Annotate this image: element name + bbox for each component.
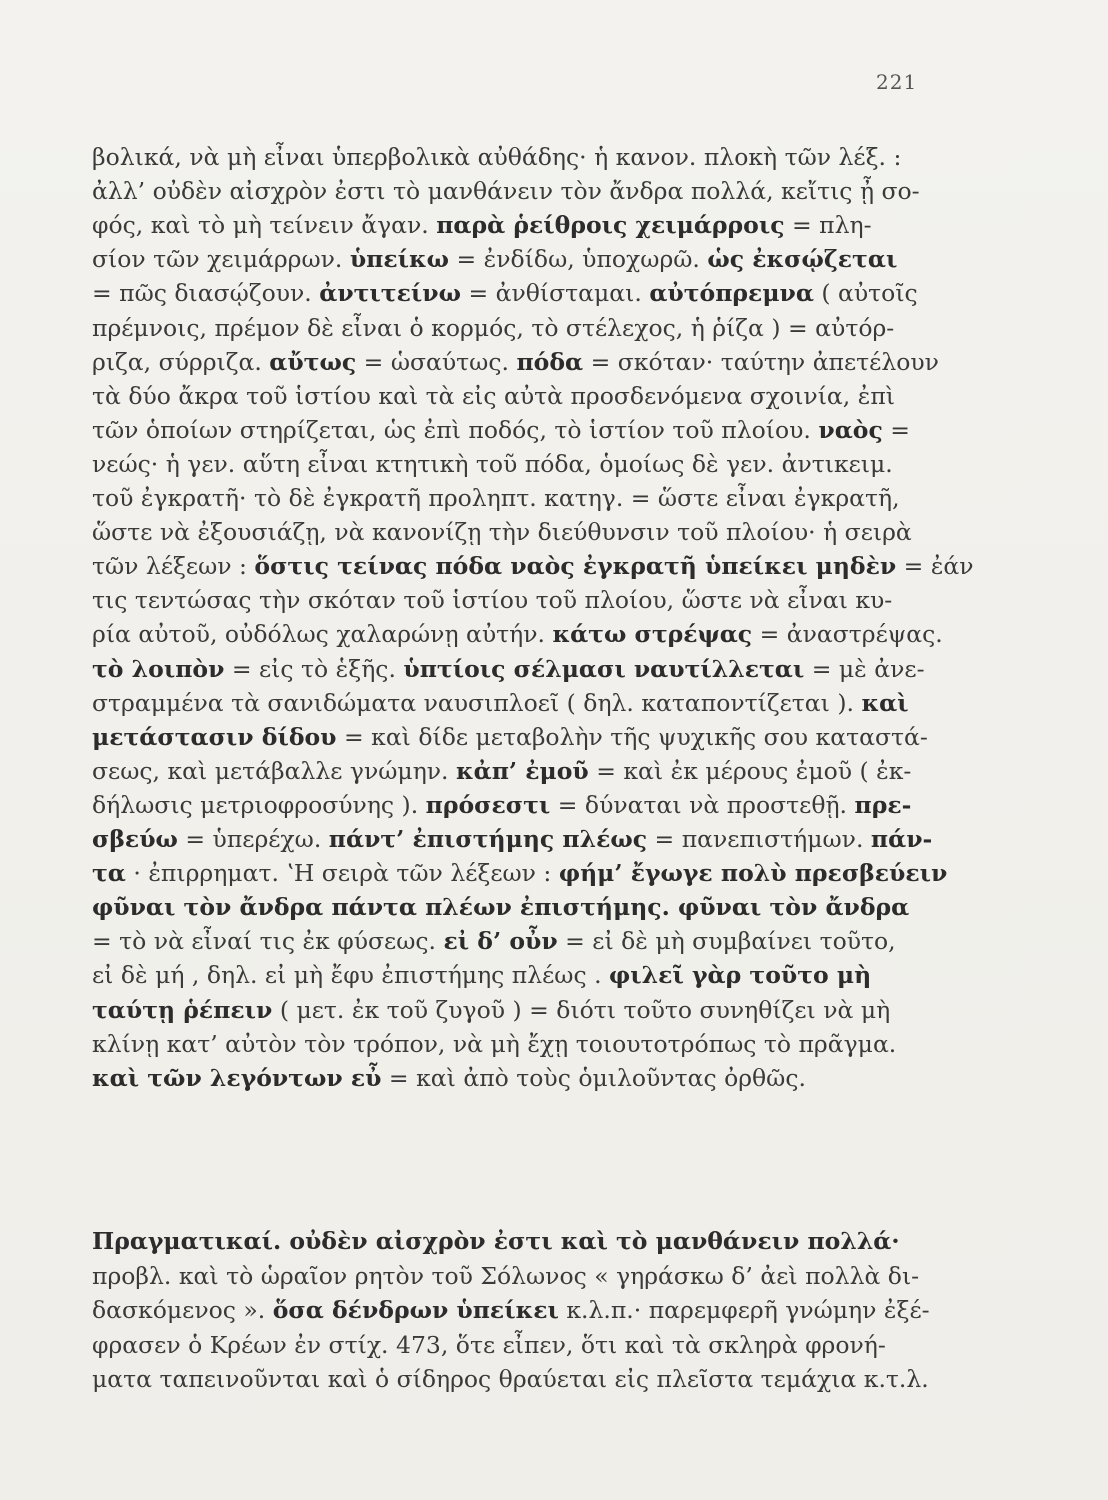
note-line: ματα ταπεινοῦνται καὶ ὁ σίδηρος θραύεται εἰς πλεῖστα τεμάχια κ.τ.λ.	[92, 1365, 929, 1393]
text-line: τα · ἐπιρρηματ. ʽΗ σειρὰ τῶν λέξεων : φήμ’ ἔγωγε πολὺ πρεσβεύειν	[92, 859, 948, 888]
text-line: στραμμένα τὰ σανιδώματα ναυσιπλοεῖ ( δηλ. καταποντίζεται ). καὶ	[92, 688, 909, 717]
text-line: τῶν λέξεων : ὅστις τείνας πόδα ναὸς ἐγκρατῆ ὑπείκει μηδὲν = ἐάν	[92, 552, 974, 581]
text-line: τὰ δύο ἄκρα τοῦ ἱστίου καὶ τὰ εἰς αὐτὰ προσδενόμενα σχοινία, ἐπὶ	[92, 381, 895, 410]
text-line: σίον τῶν χειμάρρων. ὑπείκω = ἐνδίδω, ὑποχωρῶ. ὡς ἐκσῴζεται	[92, 245, 898, 274]
text-line: ἀλλ’ οὐδὲν αἰσχρὸν ἐστι τὸ μανθάνειν τὸν ἄνδρα πολλά, κεἴτις ᾖ σο-	[92, 177, 920, 206]
text-line: σβεύω = ὑπερέχω. πάντ’ ἐπιστήμης πλέως = πανεπιστήμων. πάν-	[92, 825, 933, 853]
text-line: ταύτῃ ῥέπειν ( μετ. ἐκ τοῦ ζυγοῦ ) = διότι τοῦτο συνηθίζει νὰ μὴ	[92, 995, 891, 1024]
text-line: τὸ λοιπὸν = εἰς τὸ ἑξῆς. ὑπτίοις σέλμασι ναυτίλλεται = μὲ ἀνε-	[92, 654, 925, 683]
text-line: φῦναι τὸν ἄνδρα πάντα πλέων ἐπιστήμης. φῦναι τὸν ἄνδρα	[92, 893, 910, 922]
text-line: ριζα, σύρριζα. αὔτως = ὡσαύτως. πόδα = σκόταν· ταύτην ἀπετέλουν	[92, 347, 939, 376]
text-line: βολικά, νὰ μὴ εἶναι ὑπερβολικὰ αὐθάδης· ἡ κανον. πλοκὴ τῶν λέξ. :	[92, 143, 902, 171]
text-line: μετάστασιν δίδου = καὶ δίδε μεταβολὴν τῆς ψυχικῆς σου καταστά-	[92, 722, 928, 751]
text-line: ὥστε νὰ ἐξουσιάζῃ, νὰ κανονίζῃ τὴν διεύθυνσιν τοῦ πλοίου· ἡ σειρὰ	[92, 518, 912, 547]
text-line: νεώς· ἡ γεν. αὕτη εἶναι κτητικὴ τοῦ πόδα, ὁμοίως δὲ γεν. ἀντικειμ.	[92, 449, 893, 478]
text-line: σεως, καὶ μετάβαλλε γνώμην. κἀπ’ ἐμοῦ = καὶ ἐκ μέρους ἐμοῦ ( ἐκ-	[92, 756, 912, 785]
note-line: Πραγματικαί. οὐδὲν αἰσχρὸν ἐστι καὶ τὸ μανθάνειν πολλά·	[92, 1227, 900, 1255]
text-line: τις τεντώσας τὴν σκόταν τοῦ ἱστίου τοῦ πλοίου, ὥστε νὰ εἶναι κυ-	[92, 586, 893, 615]
text-line: πρέμνοις, πρέμον δὲ εἶναι ὁ κορμός, τὸ στέλεχος, ἡ ῥίζα ) = αὐτόρ-	[92, 313, 895, 342]
page-number: 221	[876, 70, 918, 94]
text-line: δήλωσις μετριοφροσύνης ). πρόσεστι = δύναται νὰ προστεθῇ. πρε-	[92, 790, 912, 819]
text-line: καὶ τῶν λεγόντων εὖ = καὶ ἀπὸ τοὺς ὁμιλοῦντας ὀρθῶς.	[92, 1063, 806, 1092]
text-line: ρία αὐτοῦ, οὐδόλως χαλαρώνῃ αὐτήν. κάτω στρέψας = ἀναστρέψας.	[92, 620, 943, 649]
text-line: κλίνῃ κατ’ αὐτὸν τὸν τρόπον, νὰ μὴ ἔχῃ τοιουτοτρόπως τὸ πρᾶγμα.	[92, 1029, 897, 1058]
text-line: φός, καὶ τὸ μὴ τείνειν ἄγαν. παρὰ ῥείθροις χειμάρροις = πλη-	[92, 211, 872, 240]
note-line: δασκόμενος ». ὅσα δένδρων ὑπείκει κ.λ.π.· παρεμφερῆ γνώμην ἐξέ-	[92, 1296, 930, 1324]
note-line: φρασεν ὁ Κρέων ἐν στίχ. 473, ὅτε εἶπεν, ὅτι καὶ τὰ σκληρὰ φρονή-	[92, 1330, 886, 1359]
text-line: = τὸ νὰ εἶναί τις ἐκ φύσεως. εἰ δ’ οὖν = εἰ δὲ μὴ συμβαίνει τοῦτο,	[92, 927, 896, 956]
note-line: προβλ. καὶ τὸ ὡραῖον ρητὸν τοῦ Σόλωνος « γηράσκω δ’ ἀεὶ πολλὰ δι-	[92, 1261, 920, 1290]
text-line: τοῦ ἐγκρατῆ· τὸ δὲ ἐγκρατῆ προληπτ. κατηγ. = ὥστε εἶναι ἐγκρατῆ,	[92, 484, 900, 512]
text-line: = πῶς διασῴζουν. ἀντιτείνω = ἀνθίσταμαι. αὐτόπρεμνα ( αὐτοῖς	[92, 279, 918, 308]
text-line: τῶν ὁποίων στηρίζεται, ὡς ἐπὶ ποδός, τὸ ἱστίον τοῦ πλοίου. ναὸς =	[92, 415, 910, 444]
text-line: εἰ δὲ μή , δηλ. εἰ μὴ ἔφυ ἐπιστήμης πλέως . φιλεῖ γὰρ τοῦτο μὴ	[92, 961, 872, 990]
